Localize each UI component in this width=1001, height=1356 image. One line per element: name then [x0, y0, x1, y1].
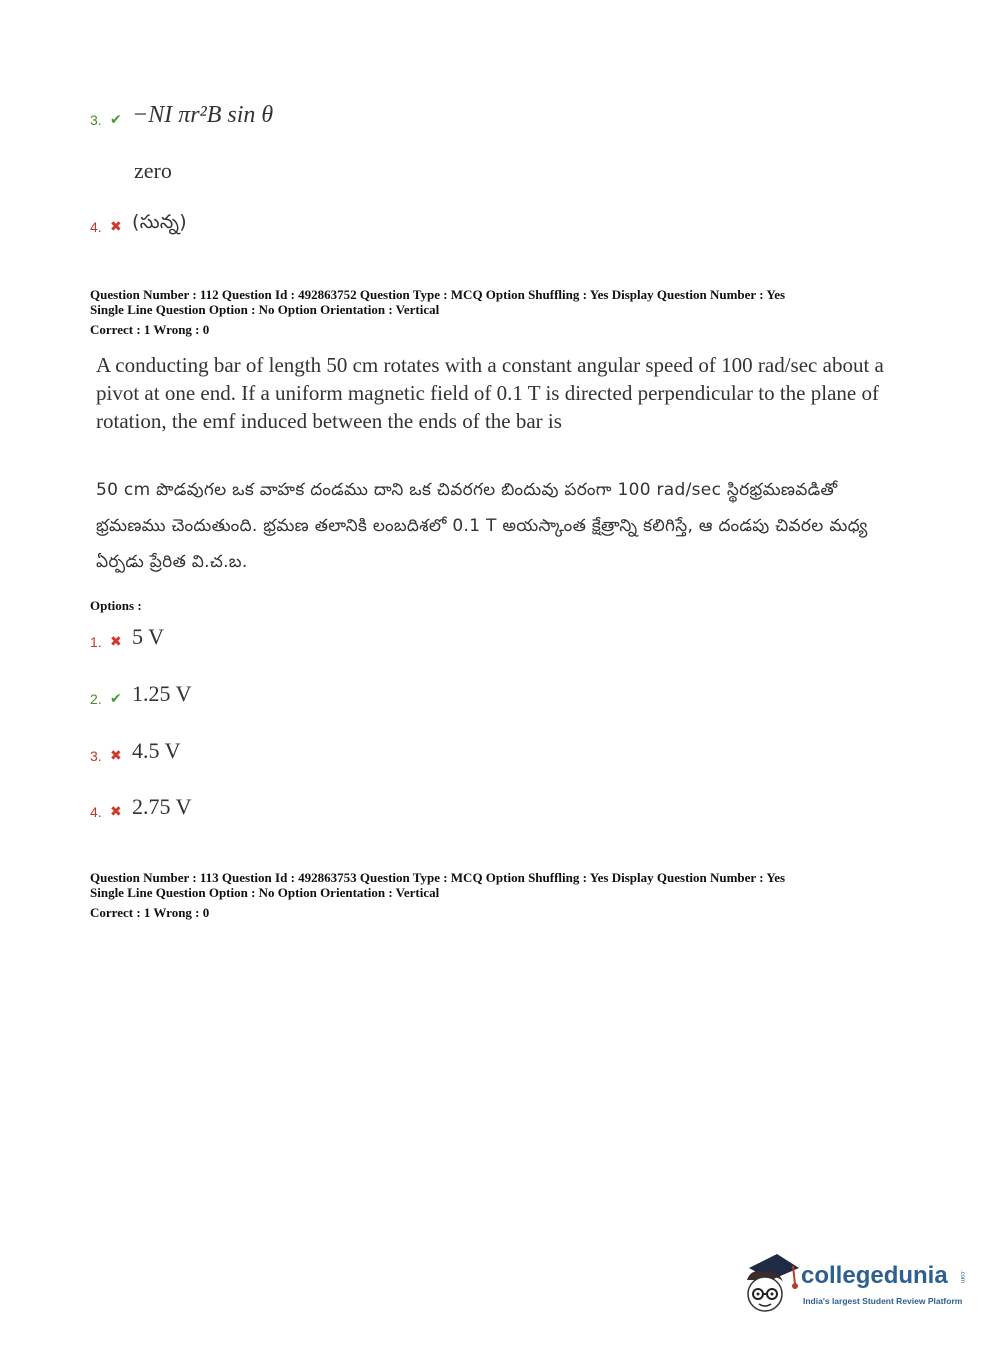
q113-score-line: Correct : 1 Wrong : 0: [90, 905, 210, 920]
mascot-icon: [743, 1250, 801, 1318]
q112-score-line: Correct : 1 Wrong : 0: [90, 322, 210, 337]
prev-option-4: [90, 199, 187, 235]
q112-option-2: [90, 671, 192, 707]
option-text: 4.5 V: [132, 738, 181, 763]
option-text: 5 V: [132, 624, 164, 649]
cross-icon: ✖: [110, 804, 122, 820]
checkmark-icon: ✔: [110, 691, 122, 707]
checkmark-icon: ✔: [110, 112, 122, 128]
q112-options-label: Options :: [90, 598, 142, 613]
cross-icon: ✖: [110, 219, 122, 235]
cross-icon: ✖: [110, 748, 122, 764]
option-text: 1.25 V: [132, 681, 192, 706]
q112-meta-line2: Single Line Question Option : No Option Orientation : Vertical: [90, 302, 440, 317]
option-text: 2.75 V: [132, 794, 192, 819]
prev-option-3: [90, 92, 273, 128]
option-number: 2.: [90, 691, 102, 707]
q113-meta-line2: Single Line Question Option : No Option Orientation : Vertical: [90, 885, 440, 900]
q112-option-3: [90, 728, 181, 764]
option-number: 3.: [90, 748, 102, 764]
option-number: 3.: [90, 112, 102, 128]
logo-domain-suffix: .com: [959, 1270, 965, 1284]
prev-option-4-english: zero: [134, 158, 172, 183]
option-telugu-text: (సున్న): [132, 211, 187, 233]
q112-question-telugu: 50 cm పొడవుగల ఒక వాహక దండము దాని ఒక చివరగల బిందువు పరంగా 100 rad/sec స్థిరభ్రమణవడితో భ్రమణము చెందుతుంది. భ్రమణ తలానికి లంబదిశలో 0.1 T అయస్కాంత క్షేత్రాన్ని కలిగిస్తే, ఆ దండపు చివరల మధ్య ఏర్పడు ప్రేరిత వి.చ.బ.: [96, 480, 868, 572]
option-formula: −NI πr²B sin θ: [132, 102, 274, 128]
option-number: 4.: [90, 804, 102, 820]
option-number: 1.: [90, 634, 102, 650]
logo-tagline: India's largest Student Review Platform: [803, 1296, 963, 1306]
cross-icon: ✖: [110, 634, 122, 650]
q112-option-1: [90, 614, 164, 650]
q112-meta-line1: Question Number : 112 Question Id : 492863752 Question Type : MCQ Option Shuffling : Yes Display Question Number : Yes: [90, 287, 786, 302]
q113-meta-line1: Question Number : 113 Question Id : 492863753 Question Type : MCQ Option Shuffling : Yes Display Question Number : Yes: [90, 870, 786, 885]
q112-option-4: [90, 784, 192, 820]
collegedunia-logo: [743, 1250, 973, 1318]
logo-wordmark: collegedunia: [801, 1262, 948, 1289]
option-number: 4.: [90, 219, 102, 235]
q112-question-english: A conducting bar of length 50 cm rotates with a constant angular speed of 100 rad/sec about a pivot at one end. If a uniform magnetic field of 0.1 T is directed perpendicular to the plane of rotation, the emf induced between the ends of the bar is: [96, 353, 884, 433]
